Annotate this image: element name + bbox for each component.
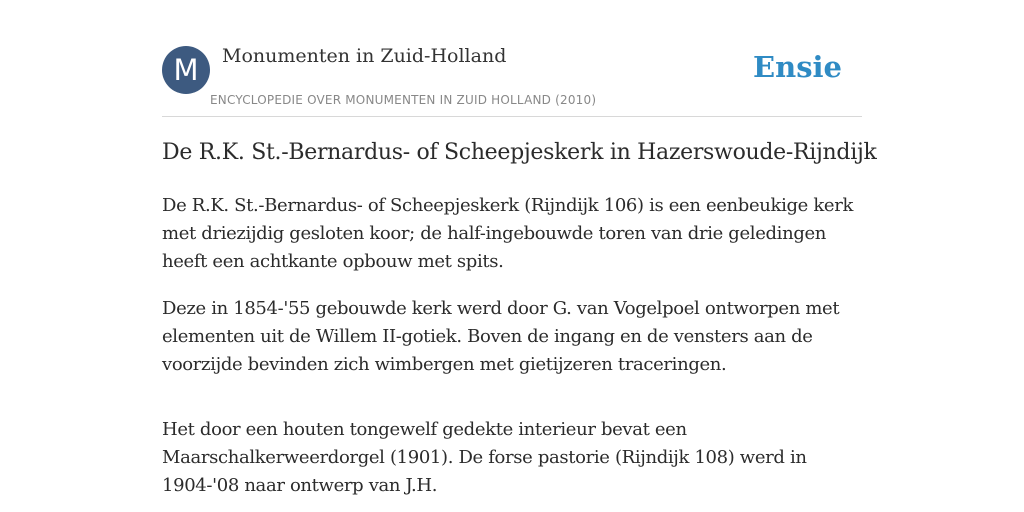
article-paragraph: De R.K. St.-Bernardus- of Scheepjeskerk (Rijndijk 106) is een eenbeukige kerk met driezijdig gesloten koor; de half-ingebouwde toren van drie geledingen heeft een achtkante opbouw met spits.	[162, 195, 854, 272]
article-paragraph: Het door een houten tongewelf gedekte interieur bevat een Maarschalkerweerdorgel (1901). De forse pastorie (Rijndijk 108) werd in 1904-'08 naar ontwerp van J.H.	[162, 419, 807, 496]
article-card	[162, 0, 877, 496]
ensie-logo[interactable]: Ensie	[753, 50, 842, 84]
source-subtitle: ENCYCLOPEDIE OVER MONUMENTEN IN ZUID HOLLAND (2010)	[210, 93, 597, 107]
article-paragraph: Deze in 1854-'55 gebouwde kerk werd door G. van Vogelpoel ontworpen met elementen uit de Willem II-gotiek. Boven de ingang en de vensters aan de voorzijde bevinden zich wimbergen met gietijzeren traceringen.	[162, 298, 840, 375]
source-title[interactable]: Monumenten in Zuid-Holland	[222, 45, 507, 67]
article-title: De R.K. St.-Bernardus- of Scheepjeskerk in Hazerswoude-Rijndijk	[162, 140, 877, 165]
avatar[interactable]: M	[162, 46, 210, 94]
article-body	[162, 192, 862, 512]
source-header	[162, 0, 862, 117]
